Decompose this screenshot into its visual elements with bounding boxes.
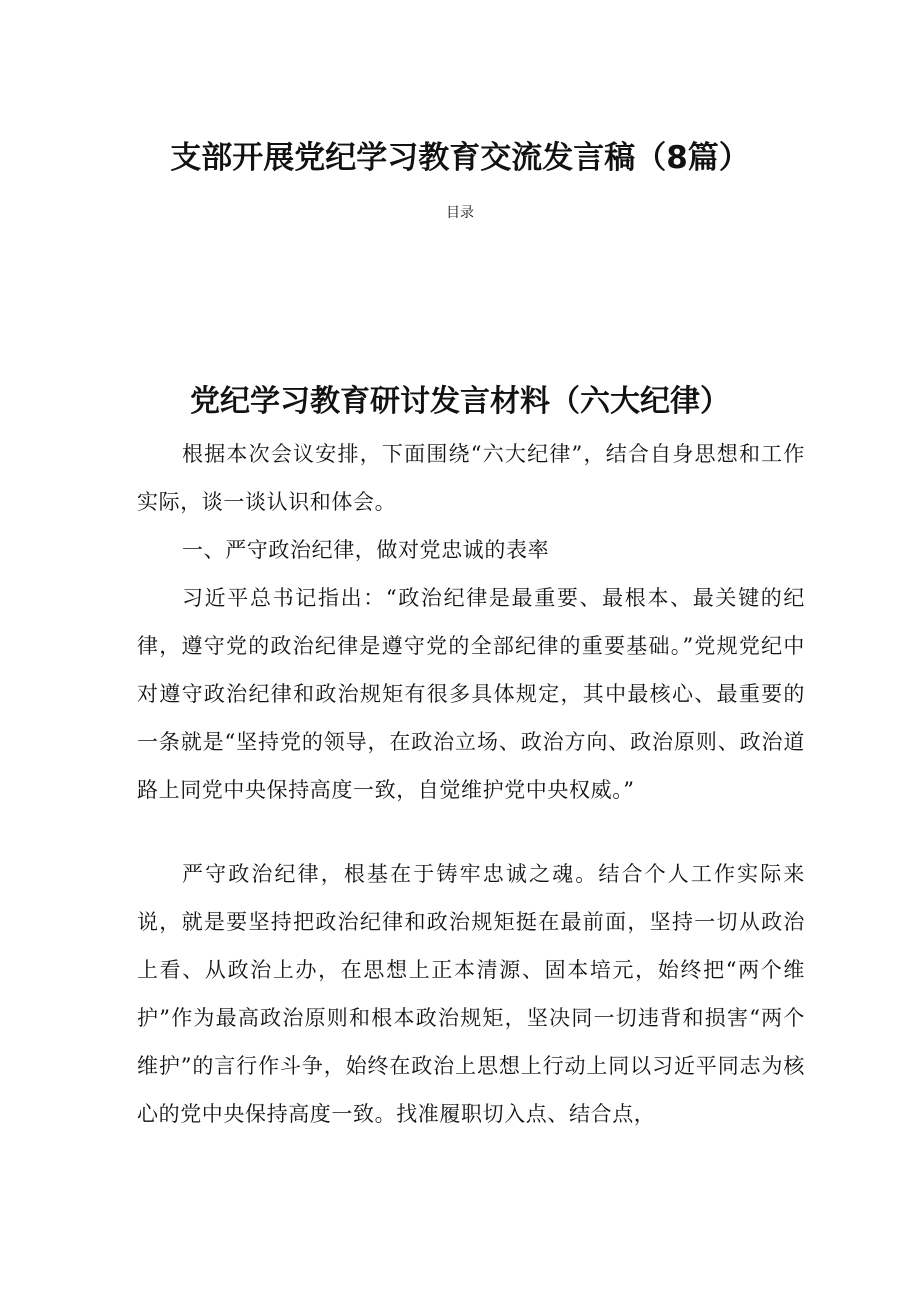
section-title: 党纪学习教育研讨发言材料（六大纪律）: [190, 384, 730, 419]
document-title: 支部开展党纪学习教育交流发言稿（8篇）: [170, 140, 750, 176]
paragraph-gap: [137, 814, 805, 850]
body-paragraph-1: 习近平总书记指出：“政治纪律是最重要、最根本、最关键的纪律，遵守党的政治纪律是遵守党的全部纪律的重要基础。”党规党纪中对遵守政治纪律和政治规矩有很多具体规定，其中最核心、最重要的一条就是“坚持党的领导，在政治立场、政治方向、政治原则、政治道路上同党中央保持高度一致，自觉维护党中央权威。”: [137, 586, 805, 802]
body-paragraph-2: 严守政治纪律，根基在于铸牢忠诚之魂。结合个人工作实际来说，就是要坚持把政治纪律和政治规矩挺在最前面，坚持一切从政治上看、从政治上办，在思想上正本清源、固本培元，始终把“两个维护”作为最高政治原则和根本政治规矩，坚决同一切违背和损害“两个维护”的言行作斗争，始终在政治上思想上行动上同以习近平同志为核心的党中央保持高度一致。找准履职切入点、结合点，: [137, 862, 805, 1126]
toc-label: 目录: [446, 205, 474, 221]
document-body: [137, 430, 805, 1138]
intro-paragraph: 根据本次会议安排，下面围绕“六大纪律”，结合自身思想和工作实际，谈一谈认识和体会。: [137, 442, 805, 514]
section-heading-1: 一、严守政治纪律，做对党忠诚的表率: [182, 538, 550, 562]
